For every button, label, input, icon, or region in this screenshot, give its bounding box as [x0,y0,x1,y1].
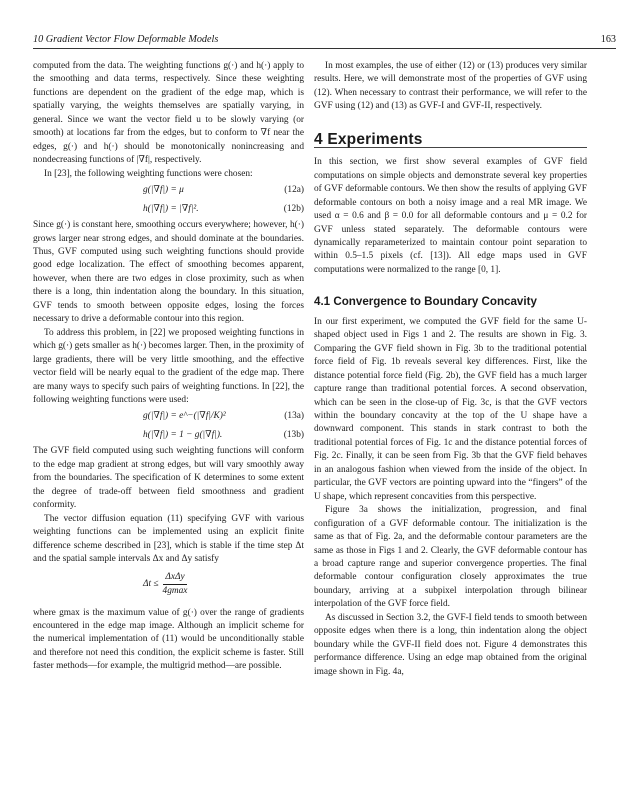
equation-12a [33,181,304,200]
fraction-denominator: 4gmax [162,585,188,596]
equation-body: h(|∇f|) = |∇f|². [143,204,199,215]
paragraph: The vector diffusion equation (11) specifying GVF with various weighting functions can be implemented using an explicit finite difference scheme described in [23], which is stable if the time step Δt and the spatial sample intervals Δx and Δy satisfy [33,513,304,565]
paragraph: In our first experiment, we computed the GVF field for the same U-shaped object used in Figs 1 and 2. The results are shown in Fig. 3. Comparing the GVF field shown in Fig. 3b to the traditional potential force field of Fig. 1b reveals several key differences. First, like the distance potential force field (Fig. 2b), the GVF field has a much larger capture range than traditional potential forces. A second observation, which can be seen in the close-up of Fig. 3c, is that the GVF vectors within the boundary concavity at the top of the U shape have a downward component. This stands in stark contrast to both the traditional potential forces of Fig. 1c and the distance potential forces of Fig. 2c. Finally, it can be seen from Fig. 3b that the GVF field behaves in an analogous fashion when viewed from the inside of the object. In particular, the GVF vectors are pointing upward into the “fingers” of the U shape, which represent concavities from this perspective. [314,316,587,502]
equation-number: (13b) [283,430,304,441]
right-column [314,60,587,679]
paragraph: To address this problem, in [22] we proposed weighting functions in which g(·) gets smaller as h(·) becomes larger. Then, in the proximity of large gradients, there will be very little smoothing, and the effective vector field will be nearly equal to the gradient of the edge map. There are many ways to specify such pairs of weighting functions. In [22], the following weighting functions were used: [33,327,304,405]
equation-12b [33,200,304,219]
equation-body: h(|∇f|) = 1 − g(|∇f|). [143,430,223,441]
paragraph: In most examples, the use of either (12) or (13) produces very similar results. Here, we will demonstrate most of the properties of GVF using (12). When necessary to contrast their performance, we will refer to the GVF using (12) and (13) as GVF-I and GVF-II, respectively. [314,61,587,112]
fraction-numerator: ΔxΔy [163,571,186,585]
section-title: 4 Experiments [314,130,423,148]
equation-body: g(|∇f|) = e^−(|∇f|/K)² [143,411,226,422]
running-title: 10 Gradient Vector Flow Deformable Models [33,34,219,45]
equation-number: (12a) [284,185,304,196]
running-header [33,34,616,49]
paragraph: The GVF field computed using such weighting functions will conform to the edge map gradient at strong edges, but will vary smoothly away from the boundaries. The specification of K determines to some extent the degree of trade-off between field smoothness and gradient conformity. [33,446,304,511]
paragraph: where gmax is the maximum value of g(·) over the range of gradients encountered in the edge map image. Although an implicit scheme for the numerical implementation of (11) would be unconditionally stable and therefore not need this condition, the explicit scheme is faster. Still faster methods—for example, the multigrid method—are possible. [33,607,304,672]
subsection-heading: 4.1 Convergence to Boundary Concavity [314,295,537,309]
page-number: 163 [600,34,616,45]
paragraph: computed from the data. The weighting functions g(·) and h(·) apply to the smoothing and data terms, respectively. Since these weighting functions are dependent on the gradient of the edge map, which is spatially varying, the weights themselves are spatially varying, in general. Since we want the vector field u to be slowly varying (or smooth) at locations far from the edges, but to conform to ∇f near the edges, g(·) and h(·) should be monotonically nonincreasing and nondecreasing functions of |∇f|, respectively. [33,61,304,166]
paragraph: In [23], the following weighting functions were chosen: [44,168,253,179]
paragraph: Since g(·) is constant here, smoothing occurs everywhere; however, h(·) grows larger near strong edges, and should dominate at the boundaries. Thus, GVF computed using such weighting functions should provide good edge localization. The effect of smoothing becomes apparent, however, when there are two edges in close proximity, such as when there is a long, thin indentation along the boundary. In this situation, GVF tends to smooth between opposite edges, losing the forces necessary to drive a deformable contour into this region. [33,220,304,325]
section-heading [314,130,587,148]
paragraph: Figure 3a shows the initialization, progression, and final configuration of a GVF deformable contour. The initialization is the same as that of Fig. 2a, and the deformable contour parameters are the same as those in Figs 1 and 2. Clearly, the GVF deformable contour has a broad capture range and superior convergence properties. The final deformable contour configuration closely approximates the true boundary, arriving at a subpixel interpolation through bilinear interpolation of the GVF force field. [314,505,587,610]
left-column [33,60,304,674]
fraction [163,571,188,598]
equation-lhs: Δt ≤ [143,578,159,589]
equation-13a [33,407,304,426]
equation-number: (13a) [284,411,304,422]
paragraph: In this section, we first show several examples of GVF field computations on simple objects and demonstrate several key properties of GVF deformable contours. We then show the results of applying GVF deformable contours on both a noisy image and a real MR image. We used α = 0.6 and β = 0.0 for all deformable contours and μ = 0.2 for GVF unless stated separately. The deformable contours were dynamically reparameterized to maintain contour point separation to within 0.5–1.5 pixels (cf. [13]). All edge maps used in GVF computations were normalized to the range [0, 1]. [314,157,587,275]
paragraph: As discussed in Section 3.2, the GVF-I field tends to smooth between opposite edges when there is a long, thin indentation along the object boundary while the GVF-II field does not. Figure 4 demonstrates this performance difference. Using an edge map obtained from the original image shown in Fig. 4a, [314,612,587,677]
equation-13b [33,426,304,445]
equation-number: (12b) [283,204,304,215]
equation-body: g(|∇f|) = μ [143,185,184,196]
equation-stability [33,567,304,607]
